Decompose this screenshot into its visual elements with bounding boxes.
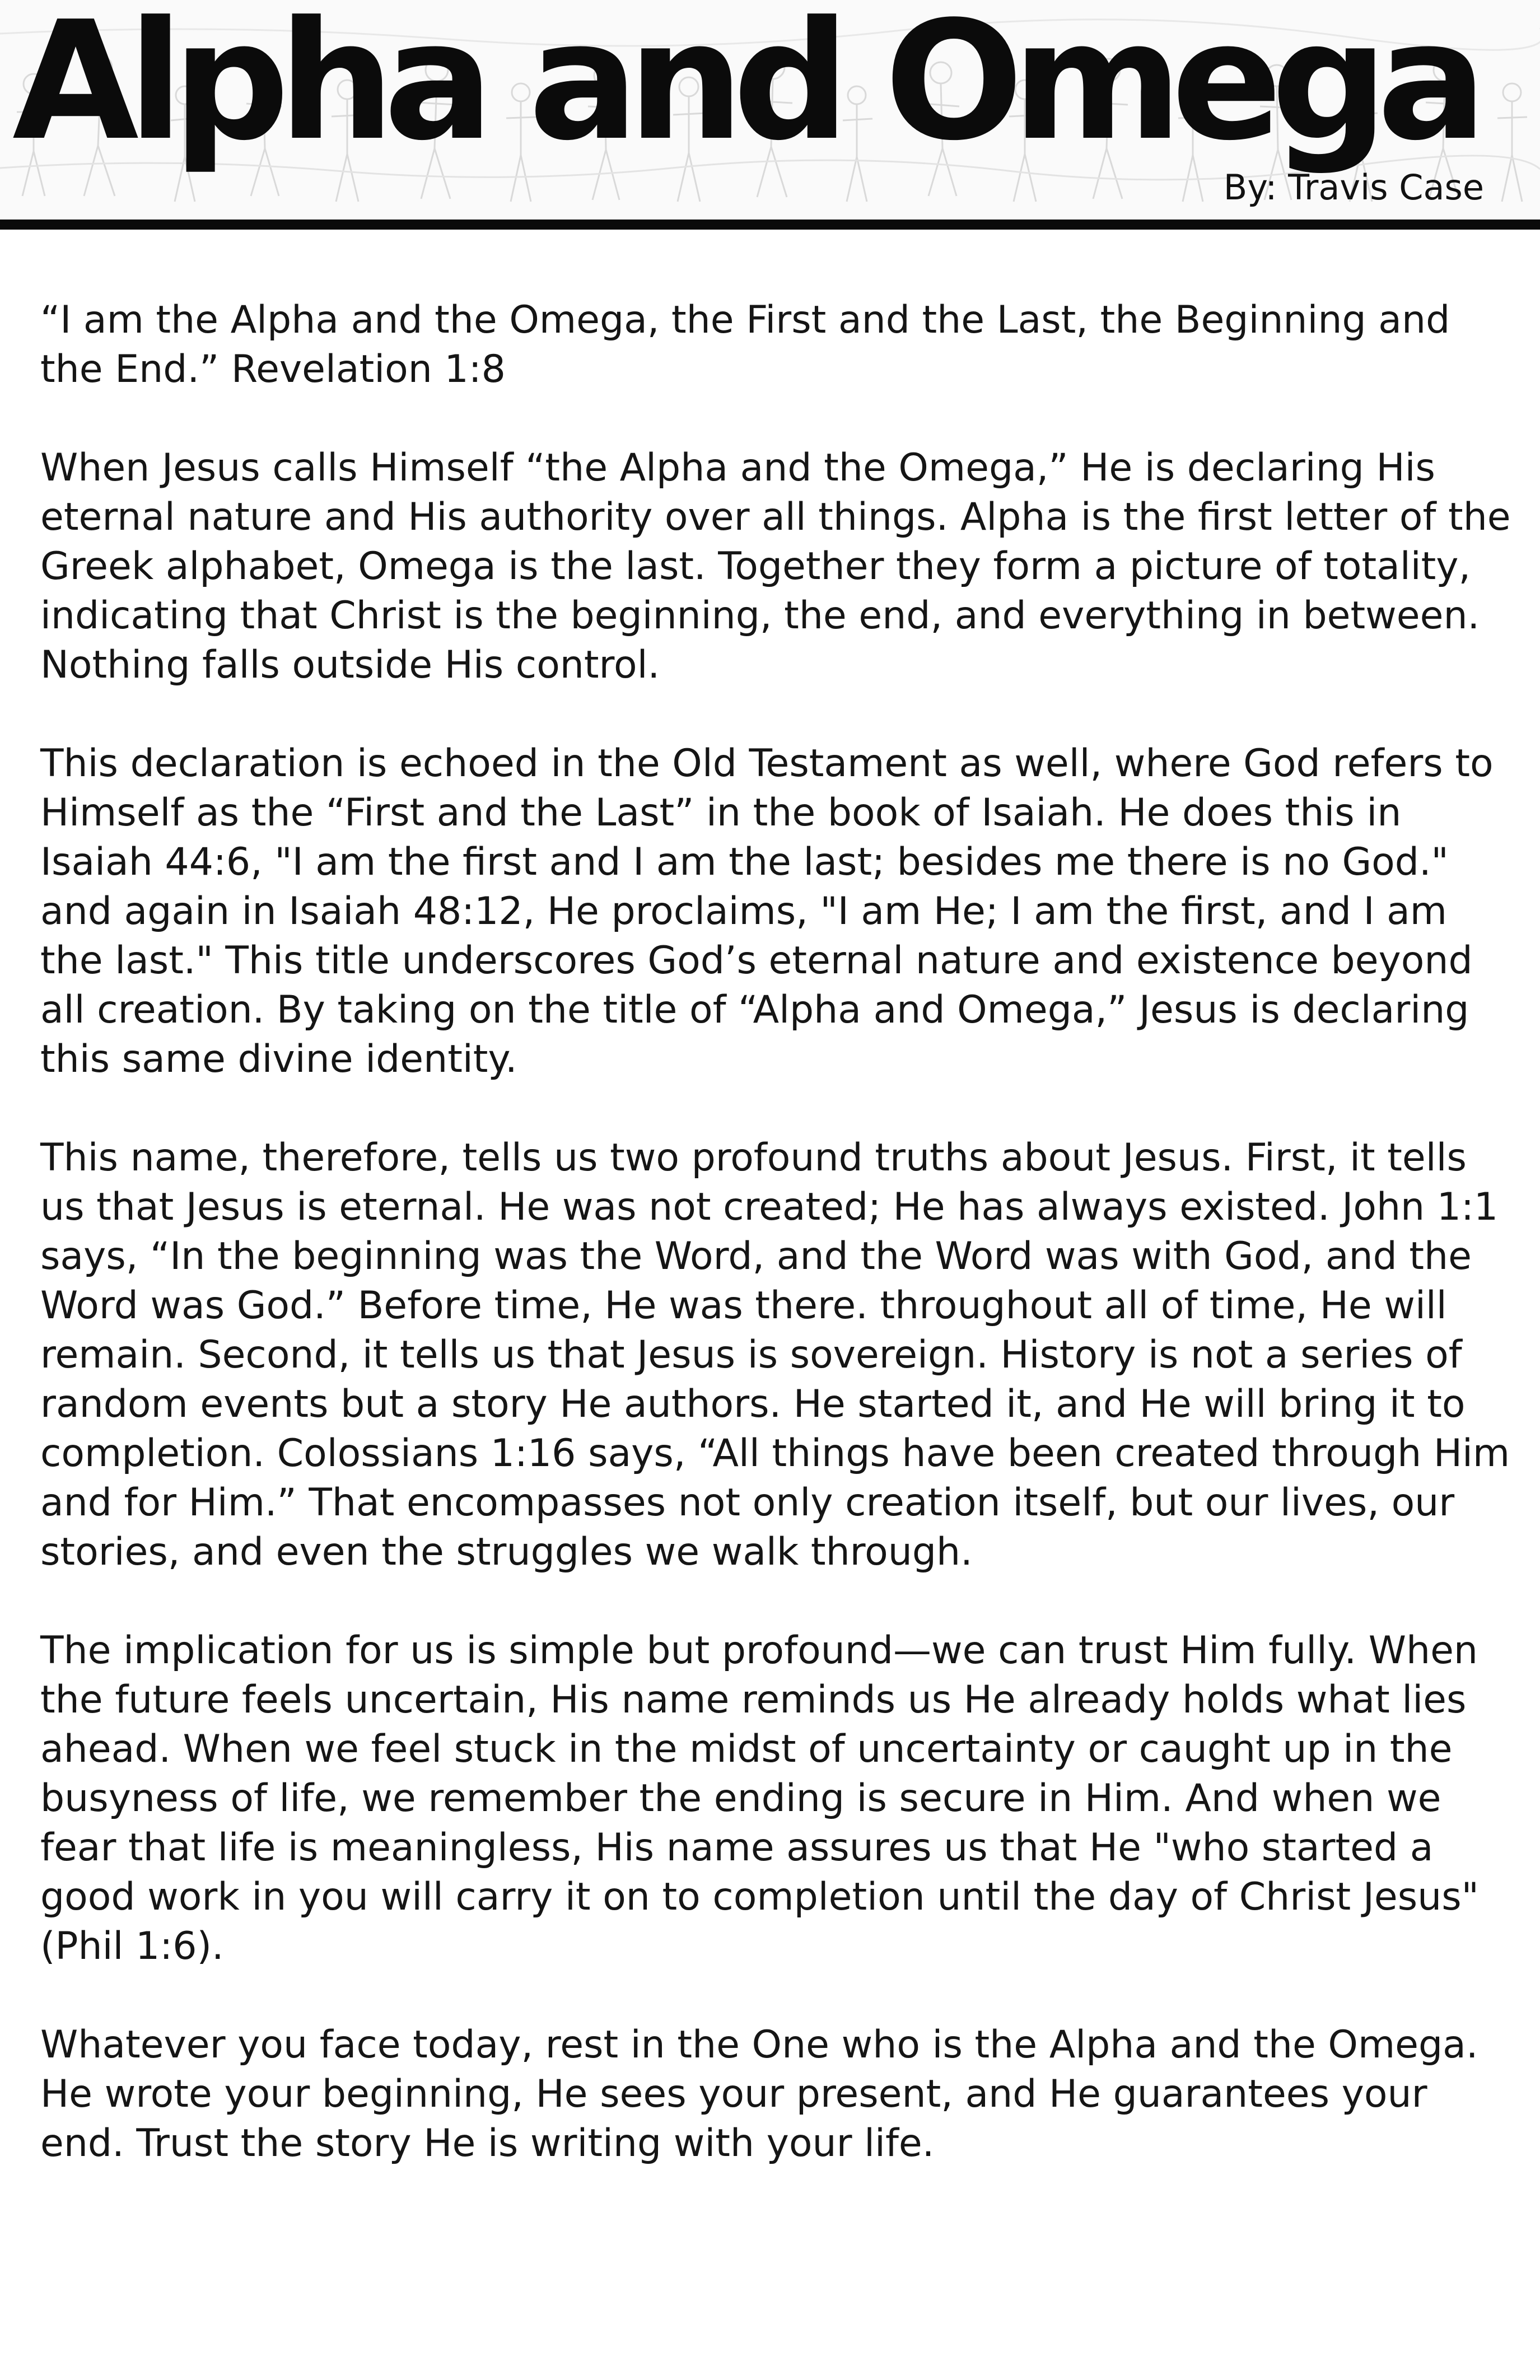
sketch-figure (1497, 83, 1527, 202)
paragraph-closing: Whatever you face today, rest in the One who is the Alpha and the Omega. He wrote your beginning, He sees your present, and He guarantees your end. Trust the story He is writing with your life. (40, 2023, 1478, 2166)
paragraph-scripture-quote: “I am the Alpha and the Omega, the First and the Last, the Beginning and the End.” Revelation 1:8 (40, 298, 1450, 391)
paragraph-old-testament: This declaration is echoed in the Old Testament as well, where God refers to Himself as the “First and the Last” in the book of Isaiah. He does this in Isaiah 44:6, "I am the first and I am the last; besides me there is no God." and again in Isaiah 48:12, He proclaims, "I am He; I am the first, and I am the last." This title underscores God’s eternal nature and existence beyond all creation. By taking on the title of “Alpha and Omega,” Jesus is declaring this same divine identity. (40, 741, 1494, 1081)
header-banner (0, 0, 1540, 224)
paragraph-meaning: When Jesus calls Himself “the Alpha and the Omega,” He is declaring His eternal nature and His authority over all things. Alpha is the first letter of the Greek alphabet, Omega is the last. Together they form a picture of totality, indicating that Christ is the beginning, the end, and everything in between. Nothing falls outside His control. (40, 446, 1511, 687)
paragraph-implication: The implication for us is simple but profound—we can trust Him fully. When the future feels uncertain, His name reminds us He already holds what lies ahead. When we feel stuck in the midst of uncertainty or caught up in the busyness of life, we remember the ending is secure in Him. And when we fear that life is meaningless, His name assures us that He "who started a good work in you will carry it on to completion until the day of Christ Jesus" (Phil 1:6). (40, 1628, 1479, 1968)
page-title: Alpha and Omega (12, 0, 1476, 176)
article-body (40, 296, 1513, 2218)
author-byline: By: Travis Case (1223, 167, 1484, 208)
header-divider (0, 220, 1540, 230)
paragraph-two-truths: This name, therefore, tells us two profound truths about Jesus. First, it tells us that Jesus is eternal. He was not created; He has always existed. John 1:1 says, “In the beginning was the Word, and the Word was with God, and the Word was God.” Before time, He was there. throughout all of time, He will remain. Second, it tells us that Jesus is sovereign. History is not a series of random events but a story He authors. He started it, and He will bring it to completion. Colossians 1:16 says, “All things have been created through Him and for Him.” That encompasses not only creation itself, but our lives, our stories, and even the struggles we walk through. (40, 1136, 1510, 1574)
